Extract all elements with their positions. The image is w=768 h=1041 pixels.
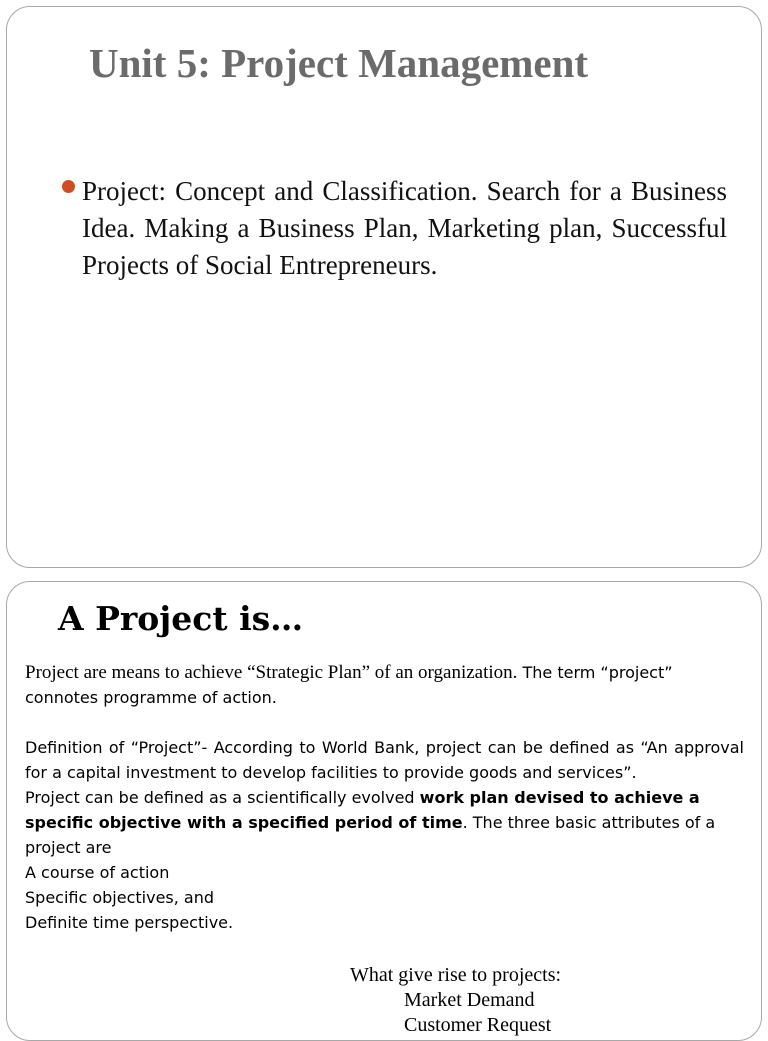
slide-2 (6, 581, 762, 1041)
attribute-item: Specific objectives, and (25, 888, 215, 907)
intro-serif-text: Project are means to achieve “Strategic Plan” of an organization. (25, 662, 518, 683)
intro-paragraph (25, 660, 744, 710)
rise-item: Market Demand (404, 989, 535, 1011)
attribute-item: A course of action (25, 863, 170, 882)
definition-paragraph: Definition of “Project”- According to World Bank, project can be defined as “An approval for a capital investment to develop facilities to provide goods and services”. (25, 738, 744, 782)
intro-sans-text: The term “project” connotes programme of action. (25, 663, 673, 707)
rise-item: Customer Request (404, 1014, 552, 1036)
slide-2-title: A Project is… (58, 599, 304, 638)
slide-2-body (25, 660, 744, 935)
bullet-dot-icon (62, 180, 75, 193)
slide-1 (6, 6, 762, 568)
defined-pre-text: Project can be defined as a scientifically evolved (25, 788, 420, 807)
defined-post-text: . The three basic attributes of a project are (25, 813, 716, 857)
defined-bold-text: work plan devised to achieve a specific objective with a specified period of time (25, 788, 700, 832)
attribute-item: Definite time perspective. (25, 913, 234, 932)
defined-paragraph (25, 785, 744, 860)
rise-heading: What give rise to projects: (350, 964, 562, 986)
slide-1-title: Unit 5: Project Management (89, 40, 589, 86)
spacer (25, 710, 744, 735)
slide-1-bullet-text: Project: Concept and Classification. Search for a Business Idea. Making a Business Plan, Marketing plan, Successful Projects of Social Entrepreneurs. (82, 176, 727, 280)
